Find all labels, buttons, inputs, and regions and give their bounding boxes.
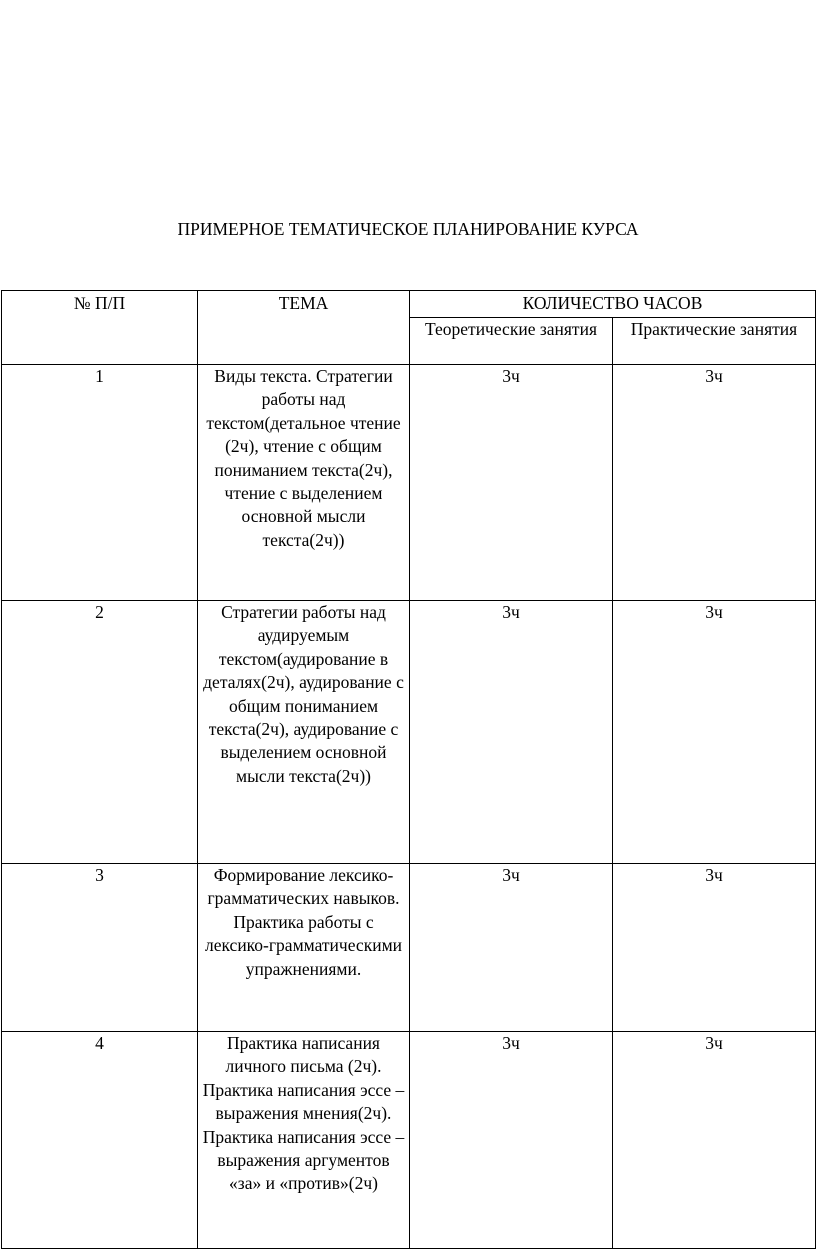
- row-theory-hours: 3ч: [410, 365, 613, 601]
- row-number: 4: [2, 1032, 198, 1249]
- row-topic: Практика написания личного письма (2ч). Практика написания эссе – выражения мнения(2ч). Практика написания эссе – выражения аргументов «за» и «против»(2ч): [198, 1032, 410, 1249]
- document-title: ПРИМЕРНОЕ ТЕМАТИЧЕСКОЕ ПЛАНИРОВАНИЕ КУРСА: [177, 219, 639, 239]
- row-theory-hours: 3ч: [410, 864, 613, 1032]
- row-practice-hours: 3ч: [613, 601, 816, 864]
- row-number: 2: [2, 601, 198, 864]
- row-practice-hours: 3ч: [613, 1032, 816, 1249]
- row-topic: Стратегии работы над аудируемым текстом(аудирование в деталях(2ч), аудирование с общим пониманием текста(2ч), аудирование с выделением основной мысли текста(2ч)): [198, 601, 410, 864]
- row-topic: Виды текста. Стратегии работы над текстом(детальное чтение (2ч), чтение с общим пониманием текста(2ч), чтение с выделением основной мысли текста(2ч)): [198, 365, 410, 601]
- planning-table: [1, 290, 816, 1249]
- table-row: [2, 1032, 816, 1249]
- row-theory-hours: 3ч: [410, 1032, 613, 1249]
- header-topic: ТЕМА: [198, 291, 410, 365]
- row-number: 3: [2, 864, 198, 1032]
- table-row: [2, 601, 816, 864]
- row-topic: Формирование лексико-грамматических навыков. Практика работы с лексико-грамматическими упражнениями.: [198, 864, 410, 1032]
- row-practice-hours: 3ч: [613, 365, 816, 601]
- header-row: [2, 291, 816, 318]
- header-number: № П/П: [2, 291, 198, 365]
- row-theory-hours: 3ч: [410, 601, 613, 864]
- table-row: [2, 864, 816, 1032]
- row-number: 1: [2, 365, 198, 601]
- table-row: [2, 365, 816, 601]
- header-theory: Теоретические занятия: [410, 318, 613, 365]
- header-practice: Практические занятия: [613, 318, 816, 365]
- row-practice-hours: 3ч: [613, 864, 816, 1032]
- header-hours-group: КОЛИЧЕСТВО ЧАСОВ: [410, 291, 816, 318]
